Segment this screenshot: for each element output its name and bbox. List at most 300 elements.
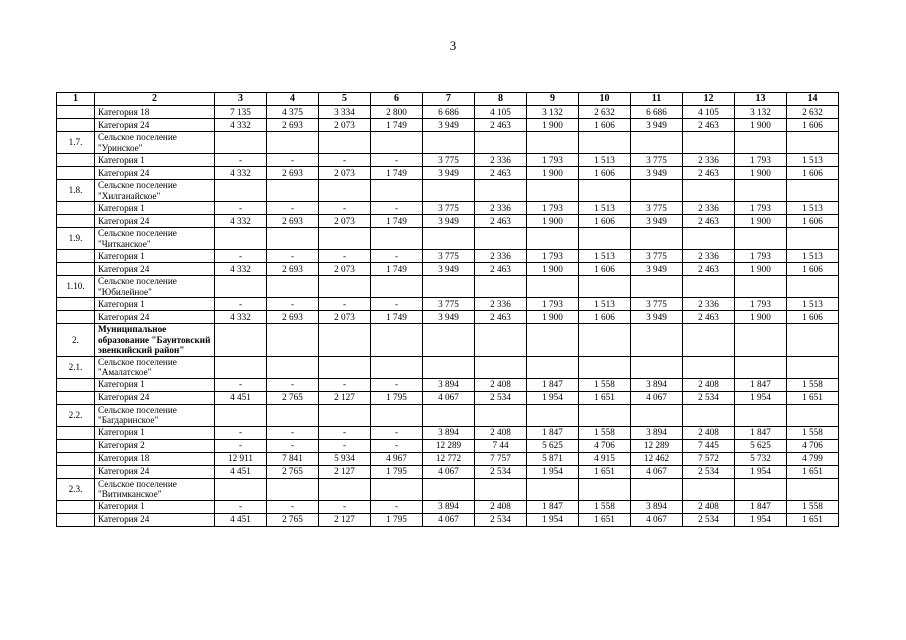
category-name: Категория 18 — [95, 452, 215, 465]
value-cell: 1 558 — [787, 426, 839, 439]
table-row — [57, 250, 839, 263]
value-cell: - — [215, 378, 267, 391]
value-cell: - — [215, 250, 267, 263]
value-cell: - — [371, 500, 423, 513]
value-cell: 4 332 — [215, 167, 267, 180]
value-cell: 3 334 — [319, 106, 371, 119]
value-cell: 1 606 — [787, 263, 839, 276]
value-cell: 1 606 — [787, 215, 839, 228]
category-name: Категория 24 — [95, 465, 215, 478]
value-cell: 3 894 — [423, 426, 475, 439]
table-row — [57, 263, 839, 276]
value-cell: 1 513 — [579, 250, 631, 263]
value-cell: - — [371, 378, 423, 391]
value-cell: - — [319, 378, 371, 391]
value-cell — [423, 180, 475, 202]
value-cell — [215, 404, 267, 426]
value-cell: 2 127 — [319, 391, 371, 404]
table-row — [57, 154, 839, 167]
column-header-9: 9 — [527, 93, 579, 106]
value-cell — [215, 228, 267, 250]
value-cell: 2 336 — [683, 202, 735, 215]
page-number: 3 — [449, 38, 457, 53]
row-number — [57, 154, 95, 167]
value-cell — [735, 478, 787, 500]
value-cell: 2 693 — [267, 119, 319, 132]
row-number: 2. — [57, 324, 95, 357]
row-number: 2.2. — [57, 404, 95, 426]
value-cell: 1 954 — [527, 465, 579, 478]
value-cell — [735, 180, 787, 202]
row-number: 2.3. — [57, 478, 95, 500]
value-cell: - — [371, 250, 423, 263]
value-cell: 2 463 — [683, 167, 735, 180]
value-cell: 2 765 — [267, 465, 319, 478]
column-header-6: 6 — [371, 93, 423, 106]
tariff-table — [56, 92, 839, 527]
value-cell: 2 127 — [319, 513, 371, 526]
column-header-1: 1 — [57, 93, 95, 106]
value-cell: 1 606 — [579, 311, 631, 324]
value-cell — [787, 228, 839, 250]
table-row — [57, 378, 839, 391]
table-row — [57, 465, 839, 478]
value-cell: 2 693 — [267, 263, 319, 276]
value-cell — [371, 180, 423, 202]
value-cell — [579, 228, 631, 250]
value-cell — [735, 404, 787, 426]
row-number — [57, 215, 95, 228]
column-header-8: 8 — [475, 93, 527, 106]
value-cell: 12 772 — [423, 452, 475, 465]
value-cell: 1 954 — [735, 513, 787, 526]
value-cell — [423, 132, 475, 154]
value-cell: 2 463 — [683, 263, 735, 276]
value-cell: 3 132 — [735, 106, 787, 119]
category-name: Категория 24 — [95, 215, 215, 228]
table-row — [57, 426, 839, 439]
category-name: Категория 1 — [95, 250, 215, 263]
value-cell: 4 332 — [215, 119, 267, 132]
value-cell: - — [371, 298, 423, 311]
value-cell — [527, 132, 579, 154]
value-cell: 5 934 — [319, 452, 371, 465]
value-cell: 4 706 — [579, 439, 631, 452]
value-cell: 2 336 — [475, 154, 527, 167]
value-cell: 1 847 — [527, 378, 579, 391]
value-cell — [319, 228, 371, 250]
value-cell — [527, 276, 579, 298]
header-row — [57, 93, 839, 106]
value-cell: 7 135 — [215, 106, 267, 119]
section-row — [57, 276, 839, 298]
value-cell: 2 800 — [371, 106, 423, 119]
value-cell: 2 336 — [683, 298, 735, 311]
table-row — [57, 311, 839, 324]
value-cell: 2 765 — [267, 513, 319, 526]
table-row — [57, 391, 839, 404]
value-cell: 7 44 — [475, 439, 527, 452]
value-cell — [735, 356, 787, 378]
value-cell: 3 894 — [423, 378, 475, 391]
value-cell: 6 686 — [631, 106, 683, 119]
value-cell: - — [319, 439, 371, 452]
value-cell — [683, 478, 735, 500]
value-cell: - — [371, 426, 423, 439]
category-name: Категория 24 — [95, 119, 215, 132]
value-cell: 4 915 — [579, 452, 631, 465]
value-cell: 2 336 — [683, 250, 735, 263]
value-cell: 2 408 — [475, 500, 527, 513]
value-cell: 2 463 — [475, 311, 527, 324]
value-cell: 3 949 — [423, 215, 475, 228]
settlement-name: Сельское поселение "Амалатское" — [95, 356, 215, 378]
value-cell: 3 775 — [423, 298, 475, 311]
column-header-13: 13 — [735, 93, 787, 106]
value-cell: 2 463 — [683, 311, 735, 324]
value-cell: - — [371, 439, 423, 452]
value-cell: 2 073 — [319, 263, 371, 276]
value-cell: 2 336 — [683, 154, 735, 167]
value-cell — [683, 180, 735, 202]
value-cell: - — [319, 426, 371, 439]
value-cell: 4 105 — [475, 106, 527, 119]
row-number — [57, 378, 95, 391]
value-cell: 3 949 — [631, 311, 683, 324]
value-cell: 1 606 — [579, 167, 631, 180]
value-cell — [631, 356, 683, 378]
value-cell — [267, 324, 319, 357]
value-cell: 1 513 — [787, 202, 839, 215]
value-cell — [215, 276, 267, 298]
table-row — [57, 439, 839, 452]
value-cell: 1 954 — [735, 465, 787, 478]
value-cell — [475, 276, 527, 298]
value-cell: 3 894 — [631, 500, 683, 513]
value-cell: 1 793 — [735, 250, 787, 263]
value-cell: 1 651 — [787, 391, 839, 404]
value-cell — [319, 276, 371, 298]
value-cell: 1 793 — [735, 298, 787, 311]
value-cell: - — [215, 298, 267, 311]
value-cell — [579, 404, 631, 426]
value-cell: 2 693 — [267, 215, 319, 228]
value-cell — [215, 132, 267, 154]
section-row — [57, 132, 839, 154]
value-cell — [735, 324, 787, 357]
value-cell: - — [215, 500, 267, 513]
value-cell — [683, 132, 735, 154]
value-cell: - — [215, 154, 267, 167]
value-cell — [267, 404, 319, 426]
value-cell: 3 775 — [423, 154, 475, 167]
value-cell: 3 949 — [423, 119, 475, 132]
value-cell — [423, 404, 475, 426]
value-cell: 12 289 — [423, 439, 475, 452]
value-cell — [423, 478, 475, 500]
value-cell: 1 795 — [371, 391, 423, 404]
row-number — [57, 106, 95, 119]
category-name: Категория 24 — [95, 311, 215, 324]
section-row — [57, 324, 839, 357]
value-cell — [423, 356, 475, 378]
value-cell: 1 900 — [735, 119, 787, 132]
value-cell: - — [319, 500, 371, 513]
value-cell: 3 775 — [631, 154, 683, 167]
value-cell: 1 651 — [579, 513, 631, 526]
value-cell: 3 949 — [631, 167, 683, 180]
value-cell: - — [267, 378, 319, 391]
value-cell: 4 967 — [371, 452, 423, 465]
table-row — [57, 452, 839, 465]
value-cell: 2 463 — [683, 119, 735, 132]
value-cell: - — [267, 298, 319, 311]
value-cell: 1 749 — [371, 215, 423, 228]
row-number: 2.1. — [57, 356, 95, 378]
value-cell: - — [267, 500, 319, 513]
value-cell: 7 572 — [683, 452, 735, 465]
value-cell — [787, 276, 839, 298]
value-cell — [215, 478, 267, 500]
value-cell — [579, 276, 631, 298]
value-cell: 7 841 — [267, 452, 319, 465]
value-cell: - — [267, 250, 319, 263]
value-cell — [579, 132, 631, 154]
value-cell: 2 534 — [683, 465, 735, 478]
value-cell — [631, 404, 683, 426]
row-number — [57, 263, 95, 276]
value-cell: 3 775 — [631, 202, 683, 215]
value-cell: 2 463 — [683, 215, 735, 228]
value-cell: 1 954 — [527, 513, 579, 526]
row-number — [57, 167, 95, 180]
row-number: 1.8. — [57, 180, 95, 202]
value-cell: - — [319, 250, 371, 263]
value-cell: 4 067 — [631, 465, 683, 478]
value-cell: 1 900 — [527, 119, 579, 132]
value-cell: 5 625 — [735, 439, 787, 452]
value-cell: 1 513 — [579, 202, 631, 215]
value-cell: 1 900 — [527, 215, 579, 228]
value-cell: 3 894 — [631, 426, 683, 439]
value-cell: 3 949 — [423, 311, 475, 324]
value-cell: 4 375 — [267, 106, 319, 119]
value-cell: 4 105 — [683, 106, 735, 119]
value-cell — [267, 180, 319, 202]
value-cell — [475, 180, 527, 202]
value-cell: 1 795 — [371, 513, 423, 526]
value-cell — [735, 276, 787, 298]
value-cell — [423, 228, 475, 250]
value-cell — [631, 478, 683, 500]
value-cell: 2 336 — [475, 298, 527, 311]
value-cell: 4 067 — [423, 465, 475, 478]
row-number — [57, 391, 95, 404]
value-cell: 2 408 — [683, 500, 735, 513]
value-cell: 5 871 — [527, 452, 579, 465]
value-cell: 2 073 — [319, 215, 371, 228]
value-cell — [527, 180, 579, 202]
value-cell — [423, 324, 475, 357]
value-cell — [579, 180, 631, 202]
section-row — [57, 228, 839, 250]
category-name: Категория 1 — [95, 202, 215, 215]
value-cell: 4 067 — [631, 391, 683, 404]
value-cell — [215, 180, 267, 202]
value-cell: - — [319, 202, 371, 215]
value-cell: 12 462 — [631, 452, 683, 465]
value-cell: 4 332 — [215, 215, 267, 228]
value-cell — [267, 276, 319, 298]
row-number: 1.7. — [57, 132, 95, 154]
value-cell: 2 463 — [475, 263, 527, 276]
value-cell: - — [215, 202, 267, 215]
row-number — [57, 452, 95, 465]
value-cell — [319, 324, 371, 357]
value-cell: 1 847 — [527, 500, 579, 513]
column-header-2: 2 — [95, 93, 215, 106]
value-cell: 1 513 — [787, 154, 839, 167]
value-cell: 1 558 — [579, 426, 631, 439]
value-cell — [371, 276, 423, 298]
value-cell: 2 463 — [475, 167, 527, 180]
value-cell — [631, 228, 683, 250]
column-header-4: 4 — [267, 93, 319, 106]
value-cell: 1 651 — [787, 513, 839, 526]
column-header-10: 10 — [579, 93, 631, 106]
settlement-name: Сельское поселение "Хилганайское" — [95, 180, 215, 202]
value-cell: 4 799 — [787, 452, 839, 465]
column-header-12: 12 — [683, 93, 735, 106]
value-cell — [319, 132, 371, 154]
column-header-5: 5 — [319, 93, 371, 106]
value-cell: 3 775 — [631, 250, 683, 263]
value-cell: 6 686 — [423, 106, 475, 119]
value-cell: - — [319, 298, 371, 311]
value-cell: 2 408 — [683, 378, 735, 391]
value-cell: 2 408 — [683, 426, 735, 439]
value-cell: - — [319, 154, 371, 167]
value-cell: 1 513 — [787, 250, 839, 263]
category-name: Категория 1 — [95, 154, 215, 167]
category-name: Категория 1 — [95, 298, 215, 311]
category-name: Категория 24 — [95, 167, 215, 180]
value-cell: 2 463 — [475, 215, 527, 228]
value-cell — [371, 404, 423, 426]
value-cell — [475, 356, 527, 378]
value-cell — [683, 228, 735, 250]
value-cell — [371, 228, 423, 250]
value-cell: 1 793 — [735, 154, 787, 167]
value-cell: - — [267, 154, 319, 167]
value-cell: 1 651 — [579, 465, 631, 478]
value-cell: 3 775 — [423, 250, 475, 263]
value-cell: 2 632 — [579, 106, 631, 119]
section-row — [57, 478, 839, 500]
row-number: 1.10. — [57, 276, 95, 298]
value-cell: 7 757 — [475, 452, 527, 465]
value-cell: 1 606 — [579, 215, 631, 228]
value-cell: 1 606 — [579, 263, 631, 276]
value-cell — [631, 324, 683, 357]
value-cell — [579, 478, 631, 500]
value-cell: 2 073 — [319, 119, 371, 132]
value-cell — [787, 356, 839, 378]
value-cell: - — [267, 439, 319, 452]
value-cell: 1 651 — [579, 391, 631, 404]
value-cell — [579, 356, 631, 378]
value-cell: 1 847 — [735, 378, 787, 391]
value-cell — [319, 180, 371, 202]
value-cell: 2 693 — [267, 167, 319, 180]
row-number — [57, 298, 95, 311]
value-cell: 3 775 — [423, 202, 475, 215]
value-cell: 4 067 — [423, 391, 475, 404]
value-cell: 2 534 — [683, 391, 735, 404]
value-cell: 3 894 — [631, 378, 683, 391]
value-cell: 1 900 — [527, 311, 579, 324]
value-cell: - — [371, 154, 423, 167]
category-name: Категория 2 — [95, 439, 215, 452]
value-cell: 4 067 — [631, 513, 683, 526]
value-cell — [527, 228, 579, 250]
value-cell: 5 625 — [527, 439, 579, 452]
value-cell: 1 558 — [787, 378, 839, 391]
value-cell: 1 900 — [527, 263, 579, 276]
category-name: Категория 24 — [95, 513, 215, 526]
value-cell: 4 451 — [215, 391, 267, 404]
value-cell — [267, 478, 319, 500]
value-cell: 1 558 — [579, 500, 631, 513]
value-cell: 1 900 — [735, 311, 787, 324]
value-cell: 1 749 — [371, 119, 423, 132]
value-cell — [787, 180, 839, 202]
value-cell — [319, 404, 371, 426]
value-cell — [787, 404, 839, 426]
value-cell: 7 445 — [683, 439, 735, 452]
value-cell — [267, 132, 319, 154]
value-cell: 1 558 — [579, 378, 631, 391]
value-cell: 2 534 — [683, 513, 735, 526]
value-cell: 2 534 — [475, 513, 527, 526]
value-cell: 1 954 — [735, 391, 787, 404]
value-cell: 2 073 — [319, 311, 371, 324]
table-row — [57, 167, 839, 180]
value-cell — [371, 478, 423, 500]
value-cell: 1 900 — [527, 167, 579, 180]
value-cell: 1 847 — [735, 500, 787, 513]
value-cell — [735, 228, 787, 250]
category-name: Категория 1 — [95, 500, 215, 513]
value-cell — [423, 276, 475, 298]
value-cell — [527, 356, 579, 378]
value-cell — [475, 404, 527, 426]
value-cell — [787, 324, 839, 357]
value-cell — [319, 356, 371, 378]
value-cell: 12 289 — [631, 439, 683, 452]
section-row — [57, 356, 839, 378]
value-cell: 1 606 — [787, 167, 839, 180]
value-cell: 3 949 — [423, 263, 475, 276]
value-cell: 12 911 — [215, 452, 267, 465]
value-cell: 1 847 — [527, 426, 579, 439]
value-cell: 2 534 — [475, 391, 527, 404]
column-header-3: 3 — [215, 93, 267, 106]
table-row — [57, 119, 839, 132]
row-number — [57, 426, 95, 439]
section-row — [57, 404, 839, 426]
row-number: 1.9. — [57, 228, 95, 250]
